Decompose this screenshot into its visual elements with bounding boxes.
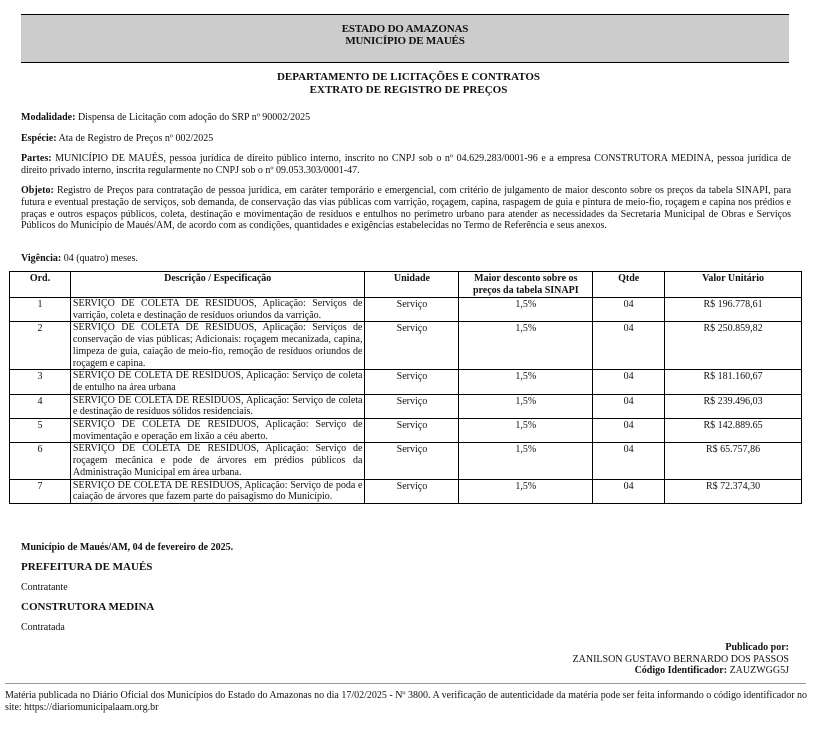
- municipality-name: MUNICÍPIO DE MAUÉS: [345, 35, 465, 47]
- field-vigencia: [21, 253, 791, 265]
- contratante-name: PREFEITURA DE MAUÉS: [21, 561, 153, 573]
- cell-valor: R$ 181.160,67: [665, 370, 802, 394]
- field-partes: [21, 153, 791, 177]
- table-row: [10, 370, 802, 394]
- cell-ord: 2: [10, 322, 71, 370]
- cell-ord: 5: [10, 419, 71, 443]
- cell-desconto: 1,5%: [459, 443, 593, 479]
- cell-qtde: 04: [593, 419, 665, 443]
- table-row: [10, 322, 802, 370]
- contratante-role: Contratante: [21, 582, 68, 593]
- cell-desc: SERVIÇO DE COLETA DE RESÍDUOS, Aplicação: Serviços de varrição, coleta e destinação de resíduos oriundos da varrição.: [70, 298, 365, 322]
- publisher-label: Publicado por:: [725, 642, 789, 653]
- objeto-label: Objeto:: [21, 185, 54, 196]
- code-value: ZAUZWGG5J: [729, 665, 789, 676]
- col-header-desc: Descrição / Especificação: [70, 272, 365, 298]
- especie-label: Espécie:: [21, 133, 57, 144]
- document-header: [21, 14, 789, 63]
- field-objeto: [21, 185, 791, 232]
- table-row: [10, 479, 802, 503]
- cell-valor: R$ 65.757,86: [665, 443, 802, 479]
- cell-valor: R$ 196.778,61: [665, 298, 802, 322]
- cell-desconto: 1,5%: [459, 370, 593, 394]
- partes-value: MUNICÍPIO DE MAUÉS, pessoa jurídica de direito público interno, inscrito no CNPJ sob o nº 04.629.283/0001-96 e a empresa CONSTRUTORA MEDINA, pessoa jurídica de direito privado interno, inscrita regularmente no CNPJ sob o nº 09.053.303/0001-47.: [21, 153, 791, 176]
- cell-desc: SERVIÇO DE COLETA DE RESÍDUOS, Aplicação: Serviço de coleta de entulho na área urbana: [70, 370, 365, 394]
- cell-ord: 4: [10, 394, 71, 418]
- publisher-name: ZANILSON GUSTAVO BERNARDO DOS PASSOS: [572, 653, 789, 665]
- col-header-ord: Ord.: [10, 272, 71, 298]
- field-especie: [21, 133, 791, 145]
- contratada-name: CONSTRUTORA MEDINA: [21, 601, 155, 613]
- cell-unidade: Serviço: [365, 419, 459, 443]
- cell-unidade: Serviço: [365, 322, 459, 370]
- cell-desconto: 1,5%: [459, 419, 593, 443]
- cell-unidade: Serviço: [365, 370, 459, 394]
- col-header-valor: Valor Unitário: [665, 272, 802, 298]
- code-label: Código Identificador:: [634, 665, 728, 676]
- col-header-unidade: Unidade: [365, 272, 459, 298]
- table-row: [10, 394, 802, 418]
- document-type: EXTRATO DE REGISTRO DE PREÇOS: [309, 83, 508, 96]
- vigencia-value: 04 (quatro) meses.: [63, 253, 138, 264]
- cell-desconto: 1,5%: [459, 298, 593, 322]
- partes-label: Partes:: [21, 153, 52, 164]
- cell-desc: SERVIÇO DE COLETA DE RESÍDUOS, Aplicação: Serviço de coleta e destinação de resíduos sólidos residenciais.: [70, 394, 365, 418]
- cell-qtde: 04: [593, 370, 665, 394]
- cell-qtde: 04: [593, 443, 665, 479]
- cell-valor: R$ 72.374,30: [665, 479, 802, 503]
- cell-ord: 1: [10, 298, 71, 322]
- state-name: ESTADO DO AMAZONAS: [341, 23, 469, 35]
- cell-valor: R$ 142.889.65: [665, 419, 802, 443]
- table-row: [10, 298, 802, 322]
- table-row: [10, 419, 802, 443]
- cell-ord: 3: [10, 370, 71, 394]
- cell-unidade: Serviço: [365, 479, 459, 503]
- cell-qtde: 04: [593, 394, 665, 418]
- place-date: Município de Maués/AM, 04 de fevereiro de 2025.: [21, 542, 234, 553]
- department-name: DEPARTAMENTO DE LICITAÇÕES E CONTRATOS: [276, 71, 541, 83]
- cell-unidade: Serviço: [365, 394, 459, 418]
- cell-desc: SERVIÇO DE COLETA DE RESÍDUOS, Aplicação: Serviços de conservação de vias públicas; Adicionais: roçagem mecanizada, capina, limpeza de guia, caiação de meio-fio, remoção de resíduos oriundos de roçagem e capina.: [70, 322, 365, 370]
- cell-ord: 7: [10, 479, 71, 503]
- cell-unidade: Serviço: [365, 298, 459, 322]
- cell-desc: SERVIÇO DE COLETA DE RESÍDUOS, Aplicação: Serviço de roçagem mecânica e pode de árvores em prédios públicos da Administração Municipal em área urbana.: [70, 443, 365, 479]
- modalidade-value: Dispensa de Licitação com adoção do SRP nº 90002/2025: [77, 112, 311, 123]
- table-header-row: [10, 272, 802, 298]
- cell-valor: R$ 250.859,82: [665, 322, 802, 370]
- especie-value: Ata de Registro de Preços nº 002/2025: [58, 133, 214, 144]
- cell-desc: SERVIÇO DE COLETA DE RESÍDUOS, Aplicação: Serviço de poda e caiação de árvores que fazem parte do paisagismo do Município.: [70, 479, 365, 503]
- table-row: [10, 443, 802, 479]
- cell-qtde: 04: [593, 479, 665, 503]
- col-header-desconto: Maior desconto sobre os preços da tabela SINAPI: [459, 272, 593, 298]
- publisher-block: [573, 642, 789, 677]
- items-table: [9, 271, 802, 504]
- cell-valor: R$ 239.496,03: [665, 394, 802, 418]
- field-modalidade: [21, 112, 791, 124]
- department-heading: [0, 71, 817, 96]
- contratada-role: Contratada: [21, 622, 65, 633]
- cell-ord: 6: [10, 443, 71, 479]
- cell-desc: SERVIÇO DE COLETA DE RESÍDUOS, Aplicação: Serviço de movimentação e operação em lixão a céu aberto.: [70, 419, 365, 443]
- objeto-value: Registro de Preços para contratação de pessoa jurídica, em caráter temporário e emergencial, com critério de julgamento de maior desconto sobre os preços da tabela SINAPI, para futura e eventual prestação de serviços, sob demanda, de conservação das vias públicas com varrição, roçagem, capina, raspagem de guia e pintura de meio-fio, roçagem e capina nos prédios e praças e outros espaços públicos, coleta, destinação e movimentação de resíduos e entulhos no perímetro urbano para atender as necessidades da Secretaria Municipal de Obras e Serviços Públicos do Município de Maués/AM, de acordo com as condições, quantidades e exigências estabelecidas no Termo de Referência e seus anexos.: [21, 185, 792, 232]
- footer-divider: [5, 683, 806, 684]
- cell-qtde: 04: [593, 322, 665, 370]
- cell-desconto: 1,5%: [459, 322, 593, 370]
- cell-qtde: 04: [593, 298, 665, 322]
- modalidade-label: Modalidade:: [21, 112, 76, 123]
- footer-note: Matéria publicada no Diário Oficial dos Municípios do Estado do Amazonas no dia 17/02/2025 - Nº 3800. A verificação de autenticidade da matéria pode ser feita informando o código identificador no site: https://diariomunicipalaam.org.br: [5, 690, 808, 713]
- col-header-qtde: Qtde: [593, 272, 665, 298]
- cell-desconto: 1,5%: [459, 394, 593, 418]
- cell-desconto: 1,5%: [459, 479, 593, 503]
- cell-unidade: Serviço: [365, 443, 459, 479]
- vigencia-label: Vigência:: [21, 253, 62, 264]
